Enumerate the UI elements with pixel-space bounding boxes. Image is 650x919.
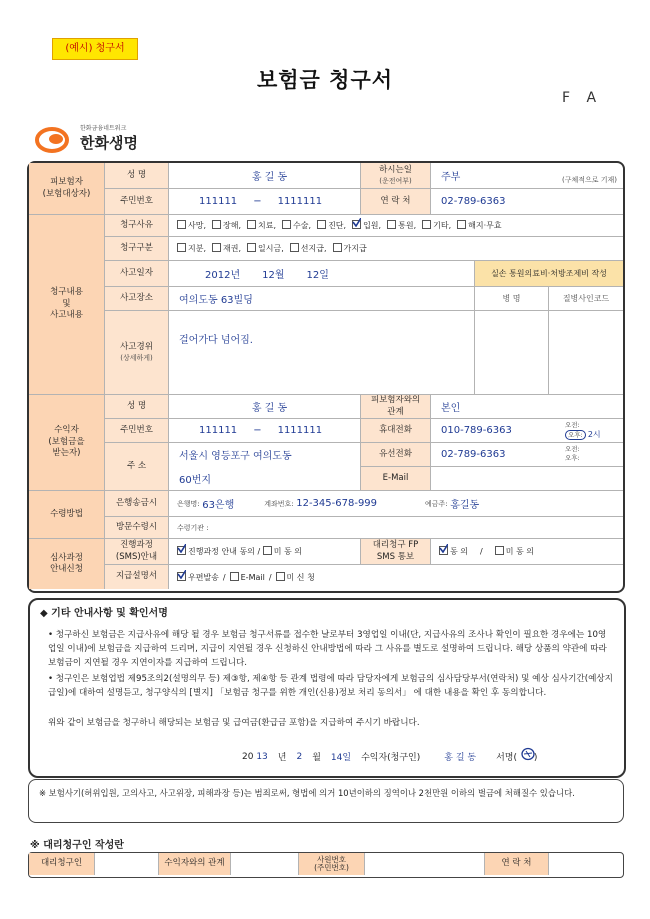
reason-option[interactable]: 수술, [282,220,311,231]
recipient-rrn-label: 주민번호 [105,419,169,443]
notice-section [28,598,626,778]
visit-info[interactable]: 수령기관 : [169,517,623,539]
reason-option[interactable]: 진단, [317,220,346,231]
relation-value[interactable]: 본인 [431,395,623,419]
landline-value[interactable]: 02-789-6363 오전: 오후: [431,443,623,467]
recipient-section-label: 수익자 (보험금을 받는자) [29,395,105,491]
check-icon [352,218,361,227]
agent-name-value[interactable] [95,853,159,875]
insured-rrn-value[interactable]: 111111 − 1111111 [169,189,361,215]
reason-option[interactable]: 치료, [247,220,276,231]
agent-contact-label: 연 락 처 [485,853,549,875]
reason-option[interactable]: 사망, [177,220,206,231]
place-value[interactable]: 여의도동 63빌딩 [169,287,475,311]
agent-name-label: 대리청구인 [29,853,95,875]
type-option[interactable]: 지분, [177,243,206,254]
agent-id-label: 사원번호 (주민번호) [299,853,365,875]
medical-note: 실손 통원의료비·처방조제비 작성 [475,261,623,287]
job-label: 하시는일 (운전여부) [361,163,431,189]
agent-sms-options[interactable]: 동 의 / 미 동 의 [431,539,623,565]
type-option[interactable]: 선지급, [290,243,327,254]
notice-bullet-1: • 청구하신 보험금은 지급사유에 해당 될 경우 보험금 청구서류를 접수한 날로부터 3영업일 이내(단, 지급사유의 조사나 확인이 필요한 경우에는 10영업일 이내)에 보험금을 지급하여 드리며, 지급이 지연될 경우 신청하신 안내방법에 따라 그 사유를 별도로 설명하여 드립니다. 해당 상품의 약관에 따라 보험금이 지연될 경우 지연이자를 지급하여 드립니다. [48,630,607,668]
notice-heading: ◆ 기타 안내사항 및 확인서명 [40,608,168,619]
agent-sms-agree[interactable]: 동 의 [439,546,468,557]
signature-stamp-icon [520,747,536,761]
check-icon [177,544,186,553]
claimant-name[interactable]: 홍 길 동 [444,753,477,763]
signature-line: 20 13 년 2 월 14일 수익자(청구인) 홍 길 동 서명( ) [242,750,622,763]
date-value[interactable]: 2012년 12월 12일 [169,261,475,287]
date-label: 사고일자 [105,261,169,287]
contact-value[interactable]: 02-789-6363 [431,189,623,215]
relation-label: 피보험자와의 관계 [361,395,431,419]
email-label: E-Mail [361,467,431,491]
payment-section-label: 수령방법 [29,491,105,539]
notice-closing: 위와 같이 보험금을 청구하니 해당되는 보험금 및 급여금(환급금 포함)을 지급하여 주시기 바랍니다. [48,718,420,728]
insured-rrn-label: 주민번호 [105,189,169,215]
doc-option-mail[interactable]: 우편발송 [177,572,219,583]
job-value[interactable]: 주부 (구체적으로 기재) [431,163,623,189]
insured-section-label: 피보험자 (보험대상자) [29,163,105,215]
logo-name: 한화생명 [80,134,138,152]
doc-option-none[interactable]: 미 신 청 [276,572,315,583]
type-options[interactable] [169,237,623,261]
agent-table [28,852,624,878]
type-option[interactable]: 재권, [212,243,241,254]
progress-label: 진행과정 (SMS)안내 [105,539,169,565]
type-option[interactable]: 가지급 [333,243,367,254]
document-label: 지급설명서 [105,565,169,589]
insured-name-label: 성 명 [105,163,169,189]
logo-subtitle: 한화금융네트워크 [80,125,127,132]
mobile-label: 휴대전화 [361,419,431,443]
doc-option-email[interactable]: E-Mail [230,572,265,582]
agent-relation-label: 수익자와의 관계 [159,853,231,875]
agent-sms-disagree[interactable]: 미 동 의 [495,546,534,557]
signature-field[interactable]: 서명( ) [496,750,537,763]
agent-heading: ※ 대리청구인 작성란 [30,840,124,851]
type-label: 청구구분 [105,237,169,261]
address-value[interactable]: 서울시 영등포구 여의도동 60번지 [169,443,361,491]
recipient-name-value[interactable]: 홍 길 동 [169,395,361,419]
recipient-name-label: 성 명 [105,395,169,419]
fax-mark: F A [562,90,603,106]
sample-tag: (예시) 청구서 [52,38,138,60]
agent-contact-value[interactable] [549,853,621,875]
check-icon [177,570,186,579]
place-label: 사고장소 [105,287,169,311]
cause-value[interactable]: 걸어가다 넘어짐. [169,311,475,395]
claim-section-label: 청구내용 및 사고내용 [29,215,105,395]
fraud-warning: ※ 보험사기(허위입원, 고의사고, 사고위장, 피해과장 등)는 범죄로써, 형법에 의거 10년이하의 징역이나 2천만원 이하의 벌금에 처해질수 있습니다. [28,779,624,823]
document-options[interactable]: 우편발송 / E-Mail / 미 신 청 [169,565,623,589]
progress-option-disagree[interactable]: 미 동 의 [263,546,302,557]
disease-code-label: 질병사인코드 [549,287,623,311]
hanwha-logo-icon [34,124,74,154]
disease-code-value[interactable] [549,311,623,395]
hospital-label: 병 명 [475,287,549,311]
claim-form [27,161,625,593]
review-section-label: 심사과정 안내신청 [29,539,105,589]
check-icon [439,544,448,553]
progress-options[interactable]: 진행과정 안내 동의 / 미 동 의 [169,539,361,565]
address-label: 주 소 [105,443,169,491]
agent-id-value[interactable] [365,853,485,875]
reason-option[interactable]: 해지·무효 [457,220,501,231]
reason-option-checked[interactable]: 입원, [352,220,381,231]
reason-label: 청구사유 [105,215,169,237]
page-title: 보험금 청구서 [256,68,394,92]
reason-option[interactable]: 장해, [212,220,241,231]
bank-label: 은행송금시 [105,491,169,517]
reason-option[interactable]: 기타, [422,220,451,231]
agent-sms-label: 대리청구 FP SMS 통보 [361,539,431,565]
visit-label: 방문수령시 [105,517,169,539]
agent-relation-value[interactable] [231,853,299,875]
reason-options[interactable] [169,215,623,237]
landline-label: 유선전화 [361,443,431,467]
email-value[interactable] [431,467,623,491]
bank-info[interactable]: 은행명: 63은행 계좌번호: 12-345-678-999 예금주: 홍길동 [169,491,623,517]
recipient-rrn-value[interactable]: 111111 − 1111111 [169,419,361,443]
progress-option-agree[interactable]: 진행과정 안내 동의 [177,546,255,557]
notice-bullet-2: • 청구인은 보험업법 제95조의2(설명의무 등) 제③항, 제④항 등 관계 법령에 따라 담당자에게 보험금의 심사담당부서(연락처) 및 예상 심사기간(예상지급일)에 대하여 설명듣고, 청구양식의 [별지] 「보험금 청구를 위한 개인(신용)정보 처리 동의서」 에 대한 내용을 확인 후 동의합니다. [48,674,613,698]
insured-name-value[interactable]: 홍 길 동 [169,163,361,189]
type-option[interactable]: 일시금, [247,243,284,254]
reason-option[interactable]: 통원, [387,220,416,231]
hospital-value[interactable] [475,311,549,395]
contact-label: 연 락 처 [361,189,431,215]
cause-label: 사고경위 (상세하게) [105,311,169,395]
mobile-value[interactable]: 010-789-6363 오전: 오후: 2시 [431,419,623,443]
